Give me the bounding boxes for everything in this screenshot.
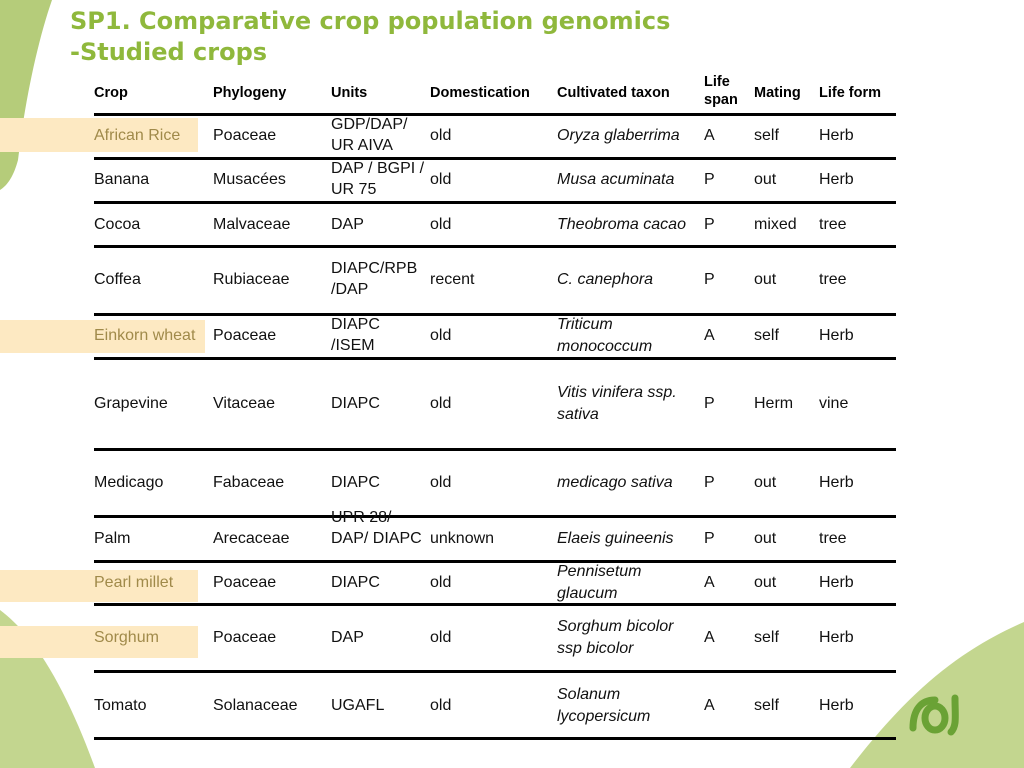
cell-life-span: P [704,216,715,233]
title-line-2: -Studied crops [70,38,268,66]
cell-taxon: Sorghum bicolor ssp bicolor [557,618,674,657]
cell-units: DIAPC /ISEM [331,316,380,354]
cell-life-span: P [704,395,715,412]
cell-domestication: old [430,327,452,344]
header-units: Units [331,85,368,101]
cell-taxon: Oryza glaberrima [557,127,680,144]
cell-mating: out [754,474,777,491]
table-rule [94,603,896,606]
cell-units: GDP/DAP/ UR AIVA [331,116,408,154]
cell-taxon: Pennisetum glaucum [557,563,642,602]
cell-taxon: Elaeis guineenis [557,530,674,547]
header-domestication: Domestication [430,85,530,101]
cell-life-form: Herb [819,697,854,714]
page-title [70,6,670,68]
cell-life-form: tree [819,216,847,233]
cell-phylogeny: Poaceae [213,327,277,344]
cell-crop: African Rice [94,127,181,144]
cell-life-form: Herb [819,327,854,344]
cell-crop: Sorghum [94,629,159,646]
cell-phylogeny: Poaceae [213,629,277,646]
cell-taxon: Musa acuminata [557,171,675,188]
cell-mating: self [754,697,779,714]
header-cultivated-taxon: Cultivated taxon [557,85,670,101]
table-rule [94,737,896,740]
cell-crop: Pearl millet [94,574,174,591]
cell-life-span: P [704,171,715,188]
cell-units: DAP [331,216,364,233]
cell-mating: Herm [754,395,794,412]
table-rule [94,113,896,116]
cell-life-span: A [704,574,715,591]
cell-domestication: unknown [430,530,495,547]
cell-domestication: old [430,127,452,144]
cell-phylogeny: Malvaceae [213,216,291,233]
header-life-span: Life span [704,74,738,108]
cell-mating: self [754,327,779,344]
cell-mating: self [754,127,779,144]
table-rule [94,515,896,518]
cell-life-span: A [704,629,715,646]
table-rule [94,313,896,316]
cell-life-form: Herb [819,171,854,188]
cell-units: DAP / BGPI / UR 75 [331,160,425,198]
cell-phylogeny: Poaceae [213,574,277,591]
cell-life-form: vine [819,395,849,412]
cell-mating: mixed [754,216,797,233]
cell-taxon: medicago sativa [557,474,673,491]
cell-crop: Tomato [94,697,147,714]
cell-units: DIAPC [331,395,380,412]
cell-life-span: P [704,271,715,288]
cell-units: UGAFL [331,697,385,714]
cell-life-form: Herb [819,574,854,591]
table-rule [94,357,896,360]
cell-domestication: old [430,216,452,233]
cell-taxon: Triticum monococcum [557,316,653,355]
cell-crop: Grapevine [94,395,168,412]
top-left-green-shape [0,0,52,190]
cell-phylogeny: Vitaceae [213,395,275,412]
cell-life-form: tree [819,530,847,547]
header-crop: Crop [94,85,128,101]
cell-phylogeny: Solanaceae [213,697,298,714]
table-rule [94,157,896,160]
cell-domestication: old [430,395,452,412]
cell-crop: Palm [94,530,131,547]
table-rule [94,670,896,673]
cell-mating: out [754,530,777,547]
cell-taxon: Solanum lycopersicum [557,686,651,725]
cell-life-span: A [704,127,715,144]
cell-units: UPR 28/ DAP/ DIAPC [331,509,422,547]
cell-domestication: old [430,629,452,646]
cell-phylogeny: Poaceae [213,127,277,144]
cell-taxon: Theobroma cacao [557,216,686,233]
table-rule [94,201,896,204]
table-rule [94,448,896,451]
cell-mating: self [754,629,779,646]
table-rule [94,245,896,248]
cell-life-span: P [704,474,715,491]
cell-phylogeny: Rubiaceae [213,271,290,288]
cell-phylogeny: Arecaceae [213,530,290,547]
header-phylogeny: Phylogeny [213,85,287,101]
title-line-1: SP1. Comparative crop population genomics [70,7,671,35]
cell-life-span: P [704,530,715,547]
cell-domestication: old [430,697,452,714]
cell-phylogeny: Musacées [213,171,286,188]
cell-taxon: C. canephora [557,271,654,288]
cell-life-form: Herb [819,127,854,144]
cell-life-form: Herb [819,474,854,491]
cell-life-form: Herb [819,629,854,646]
cell-mating: out [754,271,777,288]
cell-units: DIAPC [331,474,380,491]
cell-crop: Einkorn wheat [94,327,196,344]
cell-crop: Cocoa [94,216,141,233]
cell-life-form: tree [819,271,847,288]
cell-units: DIAPC [331,574,380,591]
table-rule [94,560,896,563]
leaf-logo-icon [905,688,971,736]
cell-domestication: old [430,574,452,591]
cell-crop: Medicago [94,474,164,491]
cell-crop: Coffea [94,271,141,288]
cell-mating: out [754,171,777,188]
cell-life-span: A [704,697,715,714]
cell-crop: Banana [94,171,150,188]
header-mating: Mating [754,85,801,101]
cell-domestication: old [430,171,452,188]
cell-units: DIAPC/RPB /DAP [331,260,418,298]
cell-phylogeny: Fabaceae [213,474,285,491]
cell-domestication: recent [430,271,475,288]
cell-life-span: A [704,327,715,344]
cell-units: DAP [331,629,364,646]
cell-mating: out [754,574,777,591]
header-life-form: Life form [819,85,882,101]
cell-domestication: old [430,474,452,491]
cell-taxon: Vitis vinifera ssp. sativa [557,384,677,423]
